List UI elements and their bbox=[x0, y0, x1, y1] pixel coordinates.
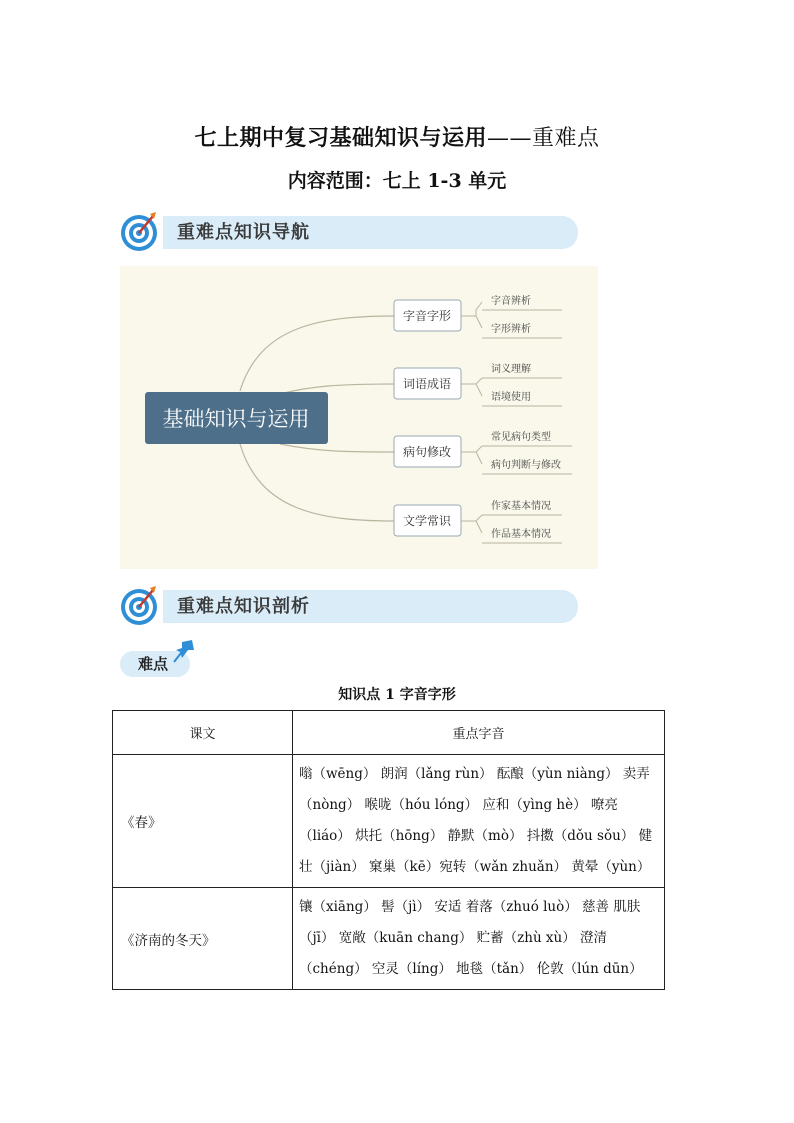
mindmap-leaf-label: 常见病句类型 bbox=[491, 432, 551, 443]
pronunciation-table bbox=[112, 710, 665, 990]
mindmap-leaf-label: 词义理解 bbox=[491, 364, 531, 375]
table-cell-text: 《济南的冬天》 bbox=[113, 888, 293, 990]
mindmap-branch-label: 词语成语 bbox=[402, 377, 452, 391]
table-header-cell: 课文 bbox=[113, 711, 293, 755]
mindmap-leaf-label: 作品基本情况 bbox=[491, 529, 551, 540]
mindmap-branch-label: 文学常识 bbox=[402, 514, 452, 528]
mind-map bbox=[120, 266, 598, 569]
table-cell-text: 《春》 bbox=[113, 755, 293, 888]
table-cell-pronunciations: 嗡（wēng） 朗润（lǎng rùn） 酝酿（yùn niàng） 卖弄（nòng） 喉咙（hóu lóng） 应和（yìng hè） 嘹亮（liáo） 烘托（hōng） 静默（mò） 抖擞（dǒu sǒu） 健壮（jiàn） 窠巢（kē）宛转（wǎn zhuǎn） 黄晕（yùn） bbox=[293, 755, 665, 888]
title-main: 七上期中复习基础知识与运用 bbox=[194, 125, 487, 151]
target-icon bbox=[119, 210, 161, 252]
table-header-cell: 重点字音 bbox=[293, 711, 665, 755]
table-row bbox=[113, 888, 665, 990]
mindmap-branch-label: 病句修改 bbox=[402, 445, 452, 459]
mindmap-leaf-label: 病句判断与修改 bbox=[491, 460, 561, 471]
section-label-nav: 重难点知识导航 bbox=[177, 222, 310, 243]
table-row bbox=[113, 755, 665, 888]
mindmap-leaf-label: 语境使用 bbox=[491, 392, 531, 403]
mindmap-leaf-label: 字形辨析 bbox=[491, 324, 531, 335]
target-icon bbox=[119, 584, 161, 626]
page-subtitle: 内容范围：七上 1-3 单元 bbox=[287, 170, 507, 192]
section-bar-nav bbox=[163, 216, 578, 249]
section-label-analysis: 重难点知识剖析 bbox=[177, 596, 310, 617]
difficulty-tag-label: 难点 bbox=[138, 655, 169, 673]
section-bar-analysis bbox=[163, 590, 578, 623]
mindmap-leaf-label: 作家基本情况 bbox=[491, 501, 551, 512]
table-header-row bbox=[113, 711, 665, 755]
knowledge-point-title: 知识点 1 字音字形 bbox=[338, 687, 456, 703]
title-dash: ——重难点 bbox=[487, 126, 600, 151]
page-title bbox=[0, 121, 794, 152]
pushpin-icon bbox=[172, 638, 198, 664]
mindmap-root-label: 基础知识与运用 bbox=[162, 407, 310, 431]
mindmap-branch-label: 字音字形 bbox=[402, 309, 452, 323]
mindmap-leaf-label: 字音辨析 bbox=[491, 296, 531, 307]
difficulty-tag bbox=[120, 648, 196, 678]
table-cell-pronunciations: 镶（xiāng） 髻（jì） 安适 着落（zhuó luò） 慈善 肌肤（jī） 宽敞（kuān chang） 贮蓄（zhù xù） 澄清（chéng） 空灵（líng） 地毯（tǎn） 伦敦（lún dūn） bbox=[293, 888, 665, 990]
